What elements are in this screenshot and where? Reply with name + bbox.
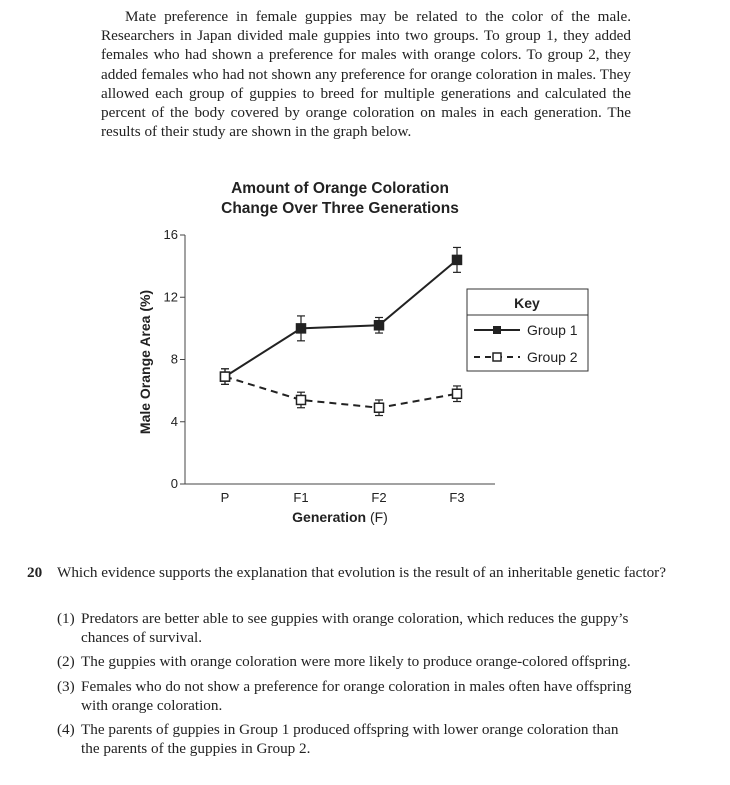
choice-number: (3) — [57, 677, 75, 695]
y-tick-label: 4 — [170, 413, 178, 429]
series-line-group1 — [225, 260, 457, 377]
series-line-group2 — [225, 377, 457, 408]
choice-text: Predators are better able to see guppies with orange coloration, which reduces the guppy’s chances of survival. — [81, 610, 629, 647]
chart-title-line1: Amount of Orange Coloration — [231, 180, 449, 197]
axes — [185, 235, 495, 484]
y-tick-label: 16 — [163, 227, 178, 242]
x-axis-label-unit: (F) — [369, 509, 388, 525]
y-tick-label: 12 — [163, 289, 178, 305]
data-point-group2 — [375, 403, 384, 412]
data-point-group1 — [375, 321, 384, 330]
choice-1[interactable] — [57, 609, 637, 647]
passage-text: Mate preference in female guppies may be related to the color of the male. Researchers in Japan divided male guppies into two groups. To group 1, they added females who had shown a preference for males with orange colors. To group 2, they added females who had not shown any preference for orange coloration in males. They allowed each group of guppies to breed for multiple generations and calculated the percent of the body covered by orange coloration on males in each generation. The results of their study are shown in the graph below. — [101, 8, 631, 141]
choice-number: (1) — [57, 610, 75, 627]
question — [27, 563, 687, 582]
choice-3[interactable] — [57, 677, 637, 715]
question-text: Which evidence supports the explanation that evolution is the result of an inheritable genetic factor? — [57, 564, 666, 581]
data-point-group2 — [297, 395, 306, 404]
choice-text: The guppies with orange coloration were more likely to produce orange-colored offspring. — [81, 653, 631, 671]
data-point-group2 — [221, 372, 230, 381]
choice-4[interactable] — [57, 720, 637, 758]
chart-title-line2: Change Over Three Generations — [221, 200, 459, 217]
x-tick-label: F3 — [449, 490, 465, 505]
data-point-group1 — [297, 324, 306, 333]
ticks — [164, 227, 465, 505]
x-tick-label: F1 — [293, 490, 309, 505]
choice-number: (2) — [57, 653, 75, 671]
plot-area — [221, 247, 462, 415]
y-axis-label: Male Orange Area (%) — [137, 289, 153, 435]
question-number: 20 — [27, 564, 43, 581]
x-axis-label-main: Generation — [292, 509, 367, 525]
legend-label-group2: Group 2 — [527, 349, 578, 365]
choice-number: (4) — [57, 721, 75, 739]
answer-choices — [57, 609, 637, 763]
x-axis-label — [292, 509, 388, 525]
legend-marker-group1 — [493, 326, 501, 334]
choice-text: Females who do not show a preference for orange coloration in males often have offspring with orange coloration. — [81, 677, 632, 714]
choice-text: The parents of guppies in Group 1 produced offspring with lower orange coloration than the parents of the guppies in Group 2. — [81, 721, 619, 758]
x-tick-label: F2 — [371, 490, 387, 505]
data-point-group2 — [453, 389, 462, 398]
y-tick-label: 8 — [170, 351, 178, 367]
legend — [467, 289, 588, 371]
data-point-group1 — [453, 255, 462, 264]
y-tick-label: 0 — [170, 476, 178, 491]
legend-marker-group2 — [493, 353, 501, 361]
legend-title: Key — [514, 295, 540, 311]
x-tick-label: P — [220, 490, 230, 505]
choice-2[interactable] — [57, 652, 637, 671]
legend-label-group1: Group 1 — [527, 322, 578, 338]
